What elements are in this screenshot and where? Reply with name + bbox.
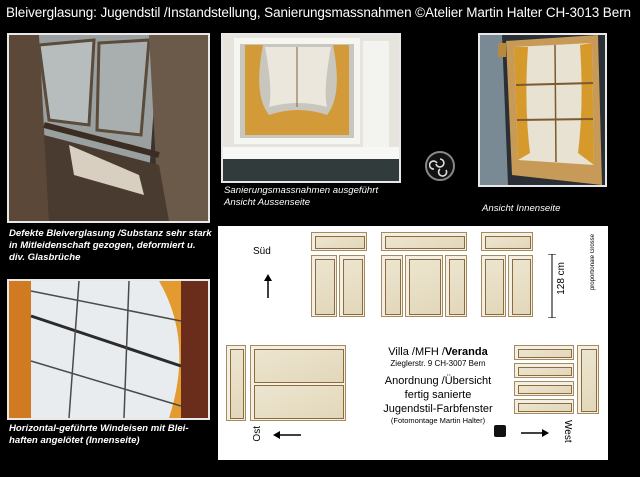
window-south-2c	[445, 255, 467, 317]
window-west-1	[514, 345, 574, 360]
label-sued: Süd	[253, 246, 271, 257]
window-south-transom-3	[481, 232, 533, 251]
arrow-right-icon	[521, 428, 549, 438]
photo-interior-view	[478, 33, 607, 187]
fotomontage-credit: (Fotomontage Martin Halter)	[390, 416, 486, 425]
villa-address: Zieglerstr. 9 CH-3007 Bern	[390, 359, 486, 368]
window-south-transom-2	[381, 232, 467, 251]
window-south-1b	[339, 255, 365, 317]
photo-wind-irons	[7, 279, 210, 420]
window-south-3b	[508, 255, 533, 317]
dimension-label: 128 cm	[556, 262, 567, 295]
caption-exterior-1: Sanierungsmassnahmen ausgeführt	[224, 185, 379, 196]
window-east-main	[250, 345, 346, 421]
anordnung-line2: fertig sanierte	[404, 389, 472, 401]
triskele-logo-small	[494, 425, 506, 437]
triskele-logo	[425, 151, 455, 181]
proportion-label: proportionale Grösse	[590, 234, 596, 291]
photo-exterior-view	[221, 33, 401, 183]
window-west-3	[514, 381, 574, 396]
anordnung-line3: Jugendstil-Farbfenster	[383, 403, 493, 415]
window-south-transom-1	[311, 232, 367, 251]
window-west-2	[514, 363, 574, 378]
anordnung-line1: Anordnung /Übersicht	[384, 375, 492, 387]
window-west-side	[577, 345, 599, 414]
label-ost: Ost	[252, 426, 263, 442]
caption-exterior-2: Ansicht Aussenseite	[224, 197, 311, 208]
window-east-side	[226, 345, 246, 421]
caption-damaged: Defekte Bleiverglasung /Substanz sehr stark in Mitleidenschaft gezogen, deformiert u. div. Glasbrüche	[9, 228, 212, 263]
window-south-2a	[381, 255, 403, 317]
villa-bold: Veranda	[444, 346, 488, 358]
villa-prefix: Villa /MFH /	[388, 346, 445, 358]
window-south-1a	[311, 255, 337, 317]
label-west: West	[562, 420, 573, 443]
caption-wind-irons: Horizontal-geführte Windeisen mit Blei-haften angelötet (Innenseite)	[9, 423, 189, 446]
arrow-left-icon	[273, 430, 301, 440]
page-title: Bleiverglasung: Jugendstil /Instandstellung, Sanierungsmassnahmen ©Atelier Martin Halter CH-3013 Bern	[6, 5, 631, 20]
villa-info	[363, 346, 513, 426]
caption-interior: Ansicht Innenseite	[482, 203, 561, 214]
dimension-line	[548, 254, 556, 318]
window-south-2b	[405, 255, 443, 317]
photo-damaged-window	[7, 33, 210, 223]
arrow-up-icon	[263, 274, 273, 298]
overview-panel	[218, 226, 608, 460]
window-south-3a	[481, 255, 506, 317]
window-west-4	[514, 399, 574, 414]
